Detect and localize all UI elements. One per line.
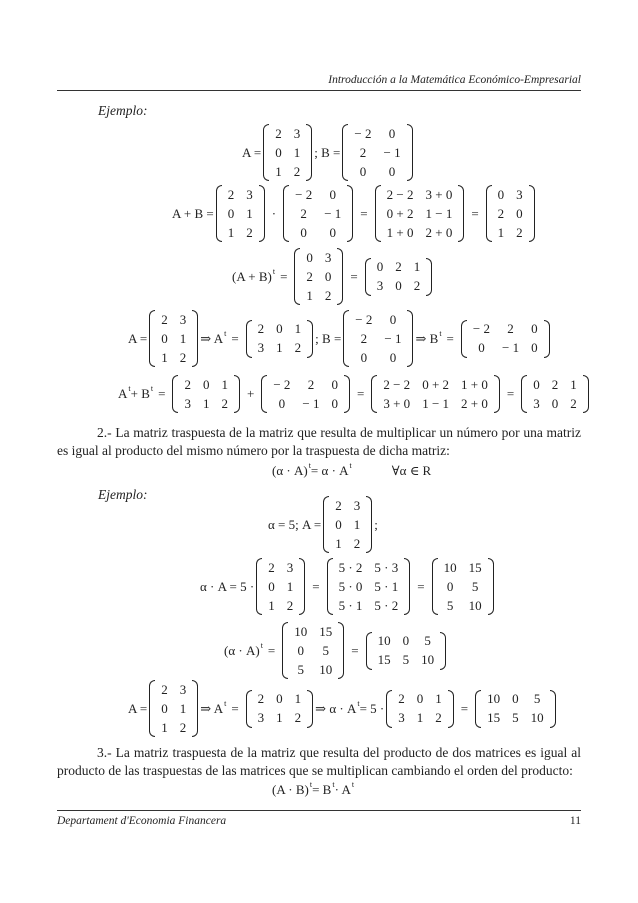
matrix-A-copy [216,185,265,242]
matrix-cell: 0 [335,516,342,532]
matrix-cell: 2 [257,691,265,706]
matrix-cell: 2 [257,321,265,336]
matrix-cell: 1 [306,287,313,303]
eq-alpha-transpose: (α · A) t = 10 15 0 5 5 10 = 10 0 5 15 5 10 [224,622,448,679]
right-bracket [192,680,198,737]
matrix-cell: 0 [551,395,559,411]
matrix-cell: 1 [179,330,187,346]
matrix-cell: 10 [443,559,457,575]
matrix-Bt [461,320,550,358]
property-2-text: 2.- La matriz traspuesta de la matriz que resulta de multiplicar un número por una matriz es igual al producto del mismo número por la traspuesta de dicha matriz: [57,425,581,458]
matrix-cell: 5 · 1 [374,578,399,594]
matrix-cell: 2 [161,311,168,327]
equals-op: = [471,205,479,221]
matrix-alpha-At-final [475,690,556,728]
eq-At-Bt: A = 2 3 0 1 1 2 ⇒ A t = 2 0 1 3 1 2 ; B = − 2 0 2 − 1 0 0 ⇒ B t = − 2 2 0 0 − 1 0 [128,310,552,367]
right-bracket [426,258,432,296]
right-bracket [259,185,265,242]
a-label: A = [242,144,262,160]
matrix-cell: 2 [294,710,302,725]
eq-alpha-At: A = 2 3 0 1 1 2 ⇒ A t = 2 0 1 3 1 2 ⇒ α · A t = 5 · 2 0 1 3 1 2 = 10 0 5 15 5 10 [128,680,558,737]
matrix-cell: 1 [221,376,228,392]
matrix-cell: 2 [335,497,342,513]
matrix-cell: 0 [395,278,402,293]
right-bracket [494,375,500,413]
matrix-cell: 1 [294,691,302,706]
matrix-cell: 3 [286,559,294,575]
matrix-cell: 5 · 1 [338,597,363,613]
matrix-cell: 3 [184,395,191,411]
matrix-cell: 0 [275,144,282,160]
matrix-cell: 1 [276,710,283,725]
header-rule [57,90,581,91]
matrix-cell: 1 [227,224,235,240]
eq-alpha-A: α · A = 5 · 2 3 0 1 1 2 = 5 · 2 5 · 3 5 · 0 5 · 1 5 · 1 5 · 2 = 10 15 0 5 5 10 [200,558,496,615]
matrix-AtBt-mid [371,375,500,413]
equals-op: = [360,205,368,221]
matrix-cell: 3 [179,681,187,697]
matrix-cell: 1 [416,710,424,725]
matrix-cell: 0 [329,186,336,202]
right-bracket [347,185,353,242]
matrix-cell: 1 [275,163,282,179]
matrix-cell: 0 + 2 [386,205,414,221]
right-bracket [458,185,464,242]
matrix-cell: − 2 [354,125,372,141]
matrix-cell: 2 [360,330,368,346]
matrix-cell: 2 [307,376,315,392]
matrix-At-ex2b [386,690,454,728]
matrix-cell: 0 [389,349,397,365]
matrix-cell: 1 [353,516,361,532]
matrix-cell: 0 [331,376,338,392]
matrix-sum-mid [375,185,465,242]
matrix-cell: 3 [293,125,301,141]
matrix-cell: 2 [398,691,405,706]
dot-op: · [271,205,277,221]
matrix-cell: 1 + 0 [386,224,414,240]
matrix-cell: 2 [413,278,421,293]
matrix-cell: 2 [179,719,187,735]
matrix-cell: 10 [319,661,333,677]
matrix-cell: 0 [227,205,235,221]
matrix-cell: − 1 [384,330,402,346]
example-label-1: Ejemplo: [98,103,148,118]
matrix-cell: 10 [377,633,391,648]
matrix-cell: 0 [512,691,519,706]
matrix-Bt-sum [261,375,350,413]
matrix-cell: 0 [360,349,368,365]
matrix-cell: 2 [497,205,505,221]
matrix-cell: 1 [268,597,275,613]
right-bracket [299,558,305,615]
matrix-cell: − 2 [355,311,373,327]
matrix-cell: 0 + 2 [422,376,450,392]
matrix-cell: 5 · 0 [338,578,363,594]
matrix-cell: 0 [497,186,505,202]
page-number: 11 [569,815,581,827]
matrix-cell: − 1 [324,205,342,221]
matrix-cell: 2 [359,144,367,160]
right-bracket [234,375,240,413]
matrix-cell: 0 [531,321,538,336]
matrix-B-again [343,310,413,367]
matrix-A-ex2c [149,680,198,737]
matrix-cell: 10 [294,623,308,639]
matrix-cell: 2 [300,205,307,221]
matrix-cell: 3 [324,249,332,265]
matrix-transpose-result [365,258,433,296]
matrix-cell: 0 [202,376,210,392]
matrix-cell: 15 [487,710,501,725]
matrix-B [342,124,412,181]
matrix-alpha-result [432,558,494,615]
matrix-cell: 1 [286,578,294,594]
matrix-cell: 2 [516,224,523,240]
matrix-AtBt-result [521,375,589,413]
matrix-cell: − 2 [273,376,291,392]
matrix-cell: 5 [533,691,541,706]
matrix-cell: 3 [533,395,540,411]
matrix-cell: 3 [257,710,265,725]
matrix-cell: 2 [395,259,402,274]
right-bracket [583,375,589,413]
matrix-cell: 0 [278,395,286,411]
matrix-cell: − 2 [472,321,490,336]
matrix-cell: 5 [446,597,454,613]
matrix-cell: 5 · 3 [374,559,399,575]
right-bracket [366,496,372,553]
right-bracket [529,185,535,242]
right-bracket [338,622,344,679]
matrix-cell: 0 [388,125,396,141]
matrix-cell: 1 [294,321,302,336]
matrix-cell: 2 [179,349,187,365]
matrix-cell: 0 [531,340,538,355]
matrix-cell: 2 [275,125,282,141]
matrix-cell: 2 + 0 [461,395,488,411]
matrix-cell: 0 [161,700,168,716]
matrix-cell: 0 [402,633,410,648]
matrix-cell: 10 [530,710,544,725]
example-label-2: Ejemplo: [98,487,148,502]
matrix-cell: 5 [512,710,519,725]
eq-def-A-B [242,124,415,181]
matrix-cell: 2 [507,321,514,336]
matrix-cell: 2 [268,559,275,575]
eq-sum [172,185,537,242]
matrix-cell: 0 [516,205,523,221]
matrix-cell: 3 [246,186,253,202]
matrix-cell: 5 · 2 [338,559,363,575]
matrix-cell: 1 − 1 [422,395,450,411]
matrix-cell: 3 + 0 [425,186,453,202]
eq-At-plus-Bt: A t + B t = 2 0 1 3 1 2 + − 2 2 0 0 − 1 0 = 2 − 2 0 + 2 1 + 0 3 + 0 1 − 1 2 + 0 = 0 2 1 3 0 2 [118,375,591,413]
matrix-cell: 5 [471,578,479,594]
matrix-A-again [149,310,198,367]
right-bracket [544,320,550,358]
matrix-cell: 3 [516,186,523,202]
matrix-cell: 5 [297,661,305,677]
matrix-B-copy [283,185,353,242]
right-bracket [488,558,494,615]
matrix-cell: 2 − 2 [383,376,411,392]
matrix-cell: 1 [179,700,187,716]
matrix-cell: 2 + 0 [425,224,453,240]
right-bracket [307,320,313,358]
matrix-cell: 2 [435,710,442,725]
matrix-cell: 2 [570,395,577,411]
matrix-cell: 1 [202,395,210,411]
matrix-cell: 1 [570,376,577,392]
matrix-cell: 0 [359,163,367,179]
eq-alpha-def: α = 5; A = 2 3 0 1 1 2 ; [268,496,378,553]
matrix-cell: 0 [376,259,384,274]
transpose-lhs: (A + B) t [232,266,276,284]
matrix-cell: 2 [551,376,559,392]
matrix-cell: 0 [416,691,424,706]
matrix-cell: 0 [533,376,540,392]
matrix-cell: 10 [468,597,482,613]
property-3-formula: (A · B) t = B t · A t [272,780,355,797]
right-bracket [307,690,313,728]
matrix-cell: 0 [161,330,168,346]
matrix-cell: 3 + 0 [383,395,411,411]
right-bracket [448,690,454,728]
matrix-cell: 3 [353,497,361,513]
matrix-A-ex2b [256,558,305,615]
right-bracket [306,124,312,181]
sum-lhs: A + B = [172,205,214,221]
matrix-cell: 1 [335,535,342,551]
right-bracket [344,375,350,413]
matrix-cell: − 1 [383,144,401,160]
matrix-cell: 3 [179,311,187,327]
matrix-cell: 0 [268,578,275,594]
matrix-A [263,124,312,181]
property-3-text: 3.- La matriz traspuesta de la matriz que resulta del producto de dos matrices es igual al producto de las traspuestas de las matrices que se multiplican cambiando el orden del producto: [57,745,581,778]
matrix-cell: 5 · 2 [374,597,399,613]
matrix-sum-result [486,185,535,242]
matrix-cell: 15 [468,559,482,575]
matrix-cell: 0 [329,224,336,240]
matrix-cell: 2 [184,376,191,392]
matrix-cell: 2 [161,681,168,697]
matrix-cell: 2 [293,163,301,179]
matrix-alpha-transpose [366,632,447,670]
matrix-cell: 2 [286,597,294,613]
matrix-cell: 0 [331,395,338,411]
matrix-cell: 1 [276,340,283,355]
matrix-cell: 5 [402,652,410,667]
matrix-At [246,320,314,358]
matrix-cell: 1 [413,259,421,274]
matrix-cell: 1 [497,224,505,240]
right-bracket [404,558,410,615]
matrix-At-ex2 [246,690,314,728]
matrix-cell: 3 [257,340,265,355]
matrix-cell: 0 [300,224,307,240]
matrix-cell: 0 [276,321,283,336]
eq-transpose-sum: (A + B) t = 0 3 2 0 1 2 = 0 2 1 3 0 2 [232,248,434,305]
matrix-cell: − 1 [501,340,520,355]
matrix-At-sum [172,375,240,413]
matrix-cell: 3 [398,710,405,725]
right-bracket [192,310,198,367]
matrix-cell: 1 − 1 [425,205,453,221]
right-bracket [337,248,343,305]
matrix-cell: 0 [306,249,313,265]
matrix-cell: 1 + 0 [461,376,488,392]
matrix-cell: 2 [353,535,361,551]
matrix-cell: 0 [478,340,485,355]
matrix-cell: 3 [376,278,384,293]
matrix-cell: 2 [221,395,228,411]
matrix-cell: 1 [246,205,253,221]
matrix-cell: 2 − 2 [386,186,414,202]
property-2-formula: (α · A) t = α · A t ∀α ∈ R [272,461,432,478]
matrix-alpha-result-t [282,622,344,679]
matrix-cell: 5 [424,633,431,648]
matrix-cell: 0 [446,578,454,594]
right-bracket [407,124,413,181]
running-header: Introducción a la Matemática Económico-Empresarial [328,74,581,86]
matrix-cell: 5 [322,642,330,658]
matrix-cell: 10 [487,691,501,706]
matrix-cell: 1 [161,719,168,735]
matrix-cell: 0 [297,642,305,658]
b-label: ; B = [314,144,341,160]
matrix-cell: 1 [161,349,168,365]
matrix-cell: 1 [293,144,301,160]
right-bracket [407,310,413,367]
matrix-cell: 1 [435,691,442,706]
right-bracket [550,690,556,728]
matrix-sum-result-t [294,248,343,305]
matrix-cell: 15 [377,652,391,667]
matrix-cell: − 2 [295,186,313,202]
matrix-cell: 2 [294,340,302,355]
matrix-cell: 2 [227,186,235,202]
matrix-cell: 2 [246,224,253,240]
matrix-cell: 10 [421,652,435,667]
matrix-cell: − 1 [302,395,320,411]
matrix-cell: 0 [388,163,396,179]
matrix-cell: 2 [324,287,332,303]
matrix-alpha-mid [327,558,411,615]
matrix-cell: 2 [306,268,313,284]
matrix-cell: 15 [319,623,333,639]
matrix-cell: 0 [389,311,397,327]
matrix-cell: 0 [276,691,283,706]
footer-rule [57,810,581,811]
right-bracket [440,632,446,670]
matrix-cell: 0 [324,268,332,284]
matrix-A-ex2 [323,496,372,553]
footer-department: Departament d'Economia Financera [57,815,227,827]
